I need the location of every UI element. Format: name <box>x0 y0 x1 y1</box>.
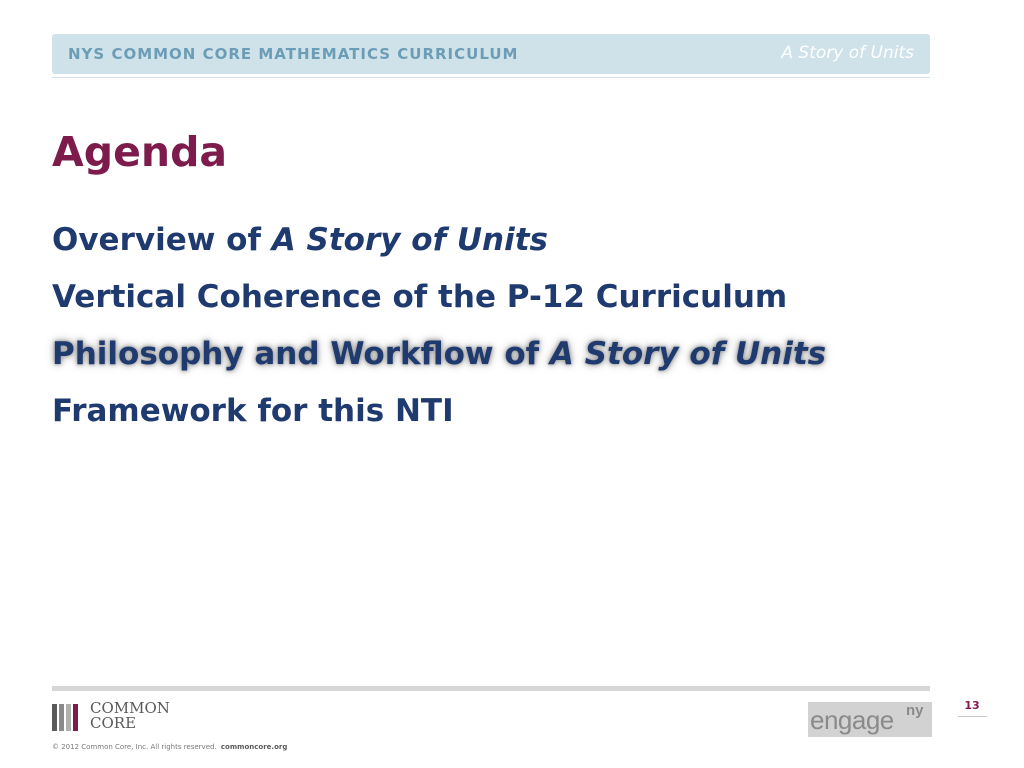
agenda-item-text: Philosophy and Workflow of <box>52 336 550 372</box>
common-core-logo <box>52 699 170 735</box>
engage-superscript: ny <box>906 702 924 719</box>
agenda-item-framework <box>52 393 826 450</box>
agenda-item-emphasis: A Story of Units <box>271 222 548 258</box>
header-bar <box>52 34 930 74</box>
logo-bars-icon <box>52 704 80 735</box>
agenda-item-text: Overview of <box>52 222 272 258</box>
slide-title: Agenda <box>52 128 228 176</box>
agenda-item-overview <box>52 222 826 279</box>
agenda-item-vertical-coherence <box>52 279 826 336</box>
series-title: A Story of Units <box>781 43 914 63</box>
logo-text: COMMON CORE <box>90 699 170 732</box>
page-number-divider <box>958 716 987 717</box>
engage-ny-logo <box>808 702 932 737</box>
site-link[interactable]: commoncore.org <box>220 743 288 751</box>
agenda-item-text: Framework for this NTI <box>52 393 454 429</box>
copyright-notice <box>52 743 287 751</box>
engage-word: engage <box>810 705 894 735</box>
curriculum-title: NYS COMMON CORE MATHEMATICS CURRICULUM <box>68 45 519 63</box>
agenda-item-text: Vertical Coherence of the P-12 Curriculum <box>52 279 788 315</box>
header-divider <box>52 77 930 78</box>
agenda-list <box>52 222 826 450</box>
footer-divider <box>52 686 930 691</box>
agenda-item-philosophy <box>52 336 826 393</box>
agenda-item-emphasis: A Story of Units <box>549 336 827 372</box>
copyright-text: © 2012 Common Core, Inc. All rights reserved. <box>52 743 217 751</box>
page-number: 13 <box>964 699 980 712</box>
